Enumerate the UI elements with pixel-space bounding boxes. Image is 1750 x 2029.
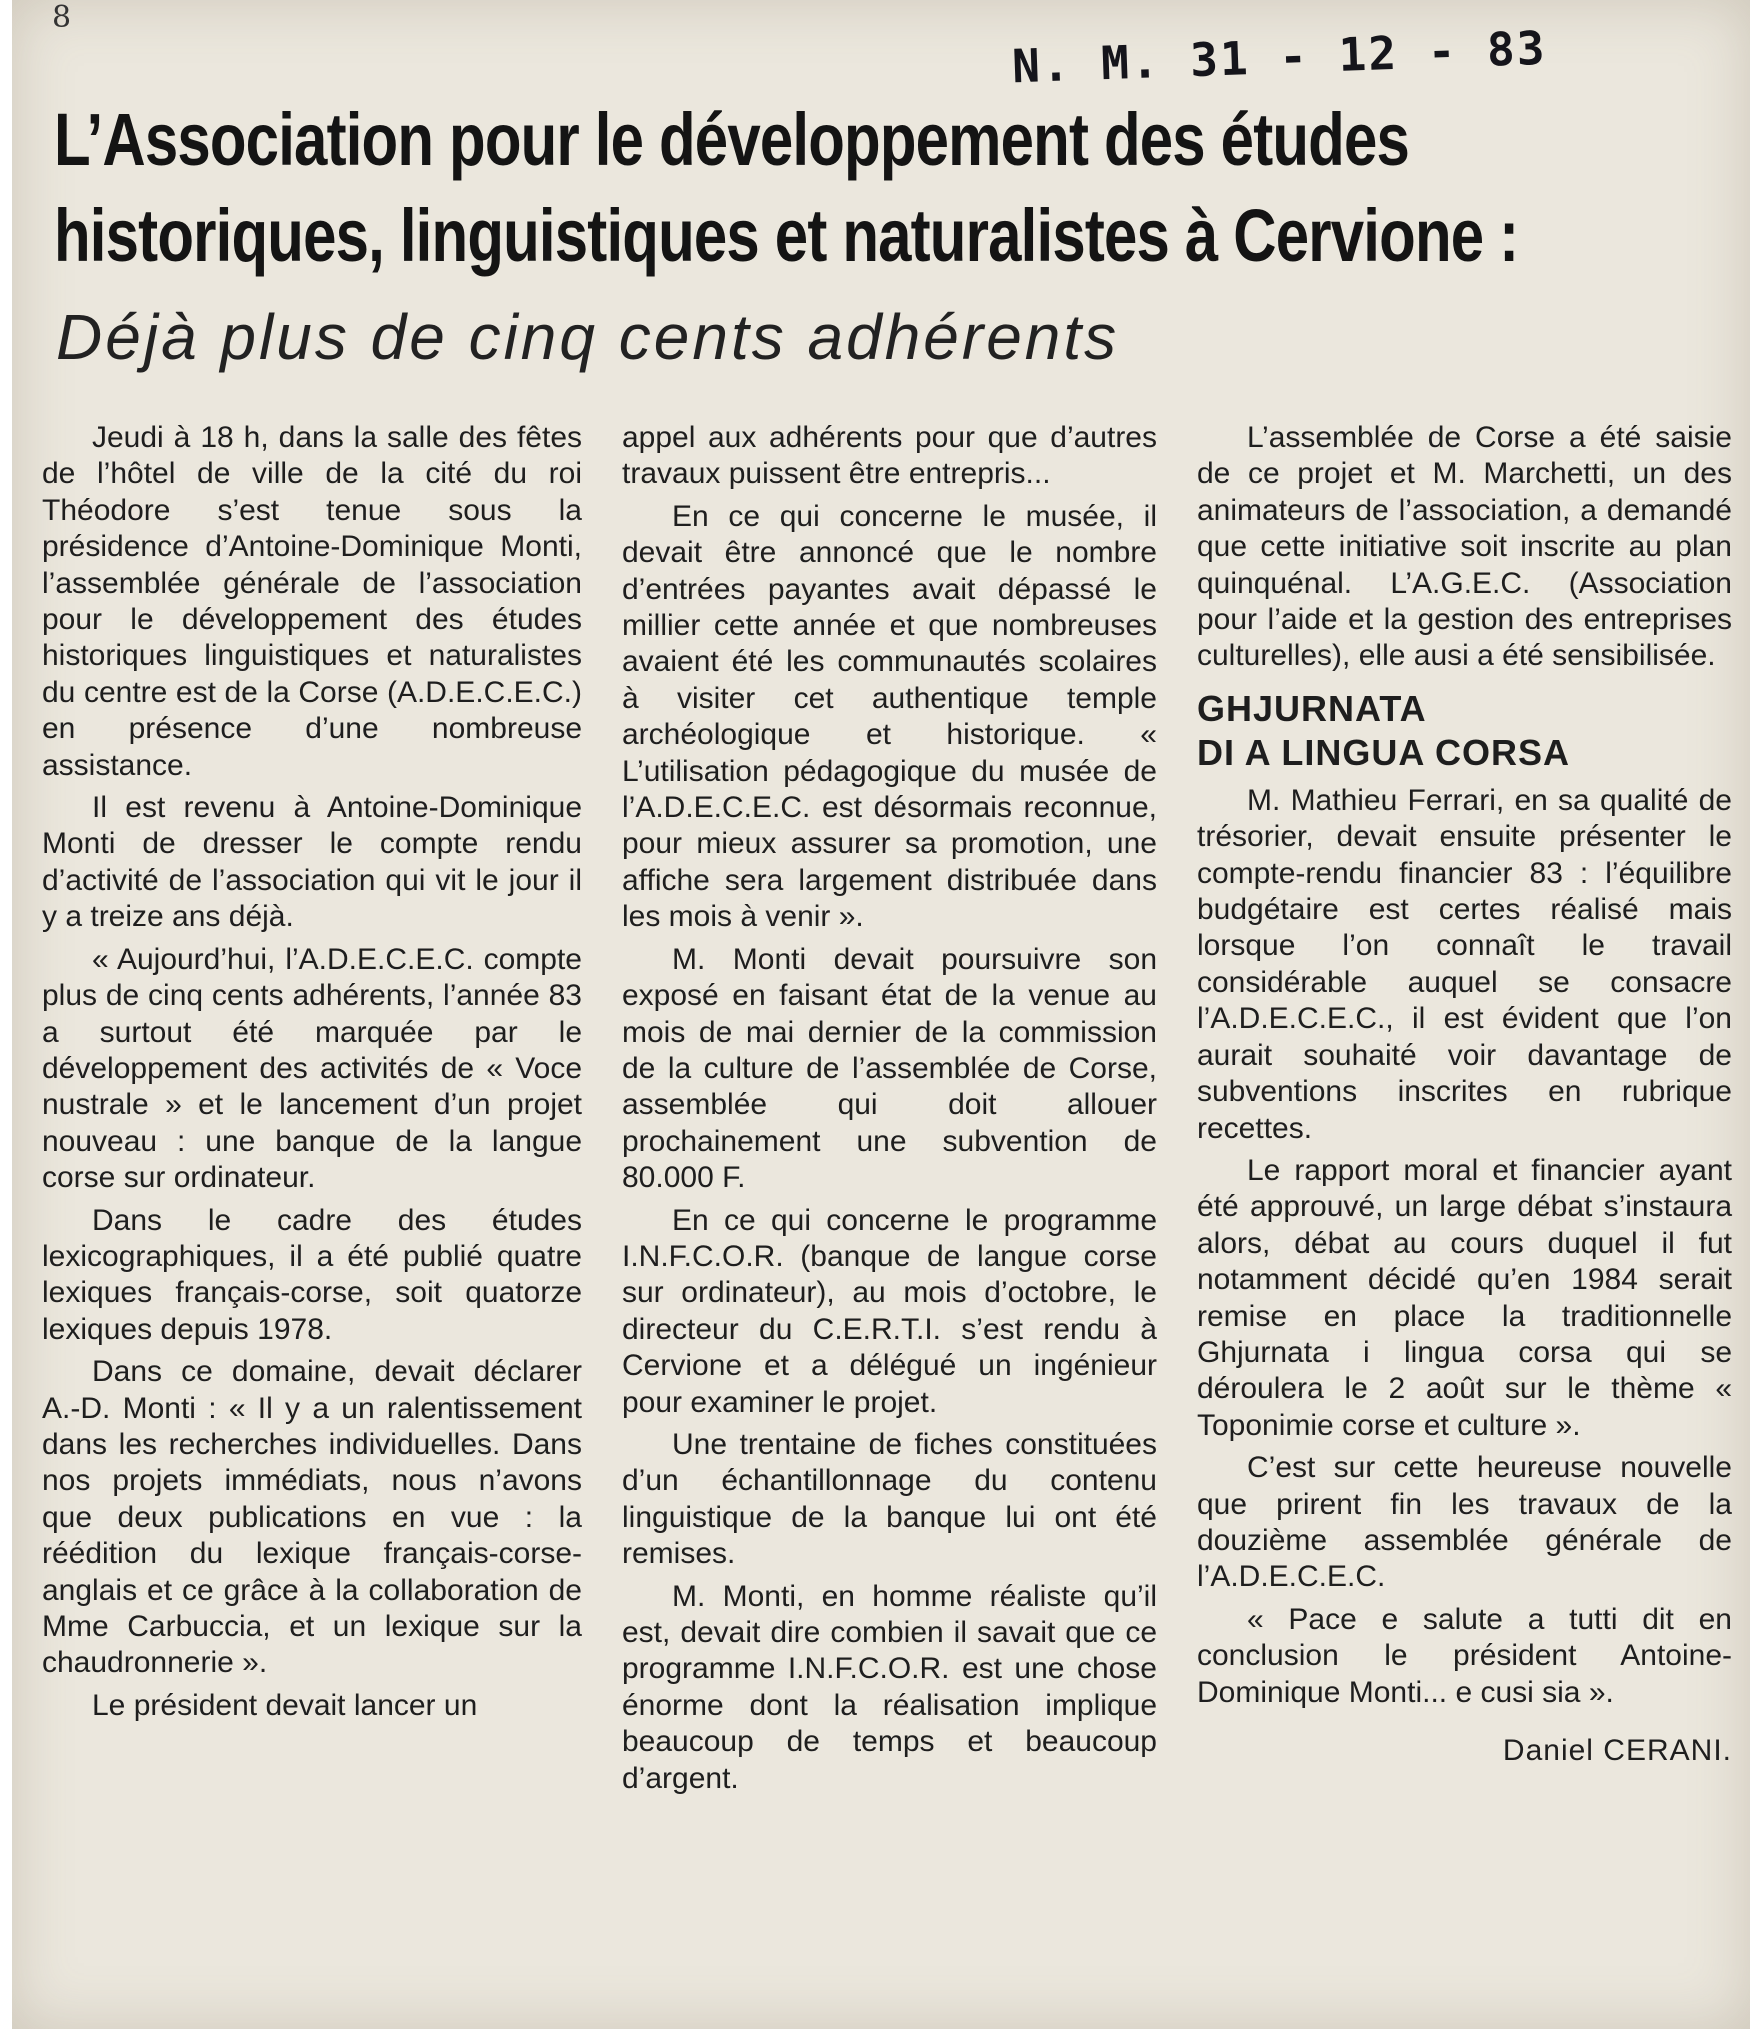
headline-line-1: L’Association pour le développement des études (54, 98, 1410, 181)
paragraph: Jeudi à 18 h, dans la salle des fêtes de l’hôtel de ville de la cité du roi Théodore s’est tenue sous la présidence d’Antoine-Dominique Monti, l’assemblée générale de l’association pour le développement des études historiques linguistiques et naturalistes du centre est de la Corse (A.D.E.C.E.C.) en présence d’une nombreuse assistance. (42, 421, 582, 782)
paragraph: En ce qui concerne le programme I.N.F.C.O.R. (banque de langue corse sur ordinateur), au mois d’octobre, le directeur du C.E.R.T.I. s’est rendu à Cervione et a délégué un ingénieur pour examiner le projet. (622, 1203, 1157, 1419)
article-column-3 (1197, 420, 1732, 1769)
article-body (42, 420, 1742, 2020)
paragraph: « Aujourd’hui, l’A.D.E.C.E.C. compte plus de cinq cents adhérents, l’année 83 a surtout été marquée par le développement des activités de « Voce nustrale » et le lancement d’un projet nouveau : une banque de la langue corse sur ordinateur. (42, 942, 582, 1195)
paragraph: Une trentaine de fiches constituées d’un échantillonnage du contenu linguistique de la banque lui ont été remises. (622, 1427, 1157, 1571)
paragraph: Le rapport moral et financier ayant été approuvé, un large débat s’instaura alors, débat au cours duquel il fut notamment décidé qu’en 1984 serait remise en place la traditionnelle Ghjurnata i lingua corsa qui se déroulera le 2 août sur le thème « Toponimie corse et culture ». (1197, 1153, 1732, 1442)
article-subheadline: Déjà plus de cinq cents adhérents (56, 301, 1120, 373)
paragraph: L’assemblée de Corse a été saisie de ce projet et M. Marchetti, un des animateurs de l’association, a demandé que cette initiative soit inscrite au plan quinquénal. L’A.G.E.C. (Association pour l’aide et la gestion des entreprises culturelles), elle ausi a été sensibilisée. (1197, 421, 1732, 673)
headline-line-2: historiques, linguistiques et naturalistes à Cervione : (54, 194, 1519, 277)
article-column-1 (42, 420, 582, 1730)
subheading-line-1: GHJURNATA (1197, 687, 1427, 729)
article-headline (54, 92, 1519, 284)
section-subheading (1197, 687, 1732, 775)
article-column-2 (622, 420, 1157, 1803)
newspaper-clipping (12, 0, 1750, 2029)
paragraph: C’est sur cette heureuse nouvelle que prirent fin les travaux de la douzième assemblée générale de l’A.D.E.C.E.C. (1197, 1451, 1732, 1594)
paragraph: Dans le cadre des études lexicographiques, il a été publié quatre lexiques français-corse, soit quatorze lexiques depuis 1978. (42, 1203, 582, 1346)
paragraph: En ce qui concerne le musée, il devait être annoncé que le nombre d’entrées payantes avait dépassé le millier cette année et que nombreuses avaient été les communautés scolaires à visiter cet authentique temple archéologique et historique. « L’utilisation pédagogique du musée de l’A.D.E.C.E.C. est désormais reconnue, pour mieux assurer sa promotion, une affiche sera largement distribuée dans les mois à venir ». (622, 499, 1157, 934)
paragraph: « Pace e salute a tutti dit en conclusion le président Antoine-Dominique Monti... e cusi sia ». (1197, 1602, 1732, 1709)
author-signature: Daniel CERANI. (1502, 1734, 1732, 1767)
paragraph: Il est revenu à Antoine-Dominique Monti de dresser le compte rendu d’activité de l’association qui vit le jour il y a treize ans déjà. (42, 791, 582, 934)
paragraph: appel aux adhérents pour que d’autres travaux puissent être entrepris... (622, 421, 1157, 491)
paragraph: Le président devait lancer un (92, 1688, 478, 1722)
paragraph: M. Monti, en homme réaliste qu’il est, devait dire combien il savait que ce programme I.N.F.C.O.R. est une chose énorme dont la réalisation implique beaucoup de temps et beaucoup d’argent. (622, 1579, 1157, 1795)
corner-mark: 8 (52, 0, 72, 35)
subheading-line-2: DI A LINGUA CORSA (1197, 731, 1570, 773)
paragraph: M. Monti devait poursuivre son exposé en faisant état de la venue au mois de mai dernier de la commission de la culture de l’assemblée de Corse, assemblée qui doit allouer prochainement une subvention de 80.000 F. (622, 942, 1157, 1195)
paragraph: Dans ce domaine, devait déclarer A.-D. Monti : « Il y a un ralentissement dans les recherches individuelles. Dans nos projets immédiats, nous n’avons que deux publications en vue : la réédition du lexique français-corse-anglais et ce grâce à la collaboration de Mme Carbuccia, et un lexique sur la chaudronnerie ». (42, 1355, 582, 1680)
handwritten-date-note: N. M. 31 - 12 - 83 (1011, 20, 1548, 94)
paragraph: M. Mathieu Ferrari, en sa qualité de trésorier, devait ensuite présenter le compte-rendu financier 83 : l’équilibre budgétaire est certes réalisé mais lorsque l’on connaît le travail considérable auquel se consacre l’A.D.E.C.E.C., il est évident que l’on aurait souhaité voir davantage de subventions inscrites en rubrique recettes. (1197, 783, 1732, 1145)
